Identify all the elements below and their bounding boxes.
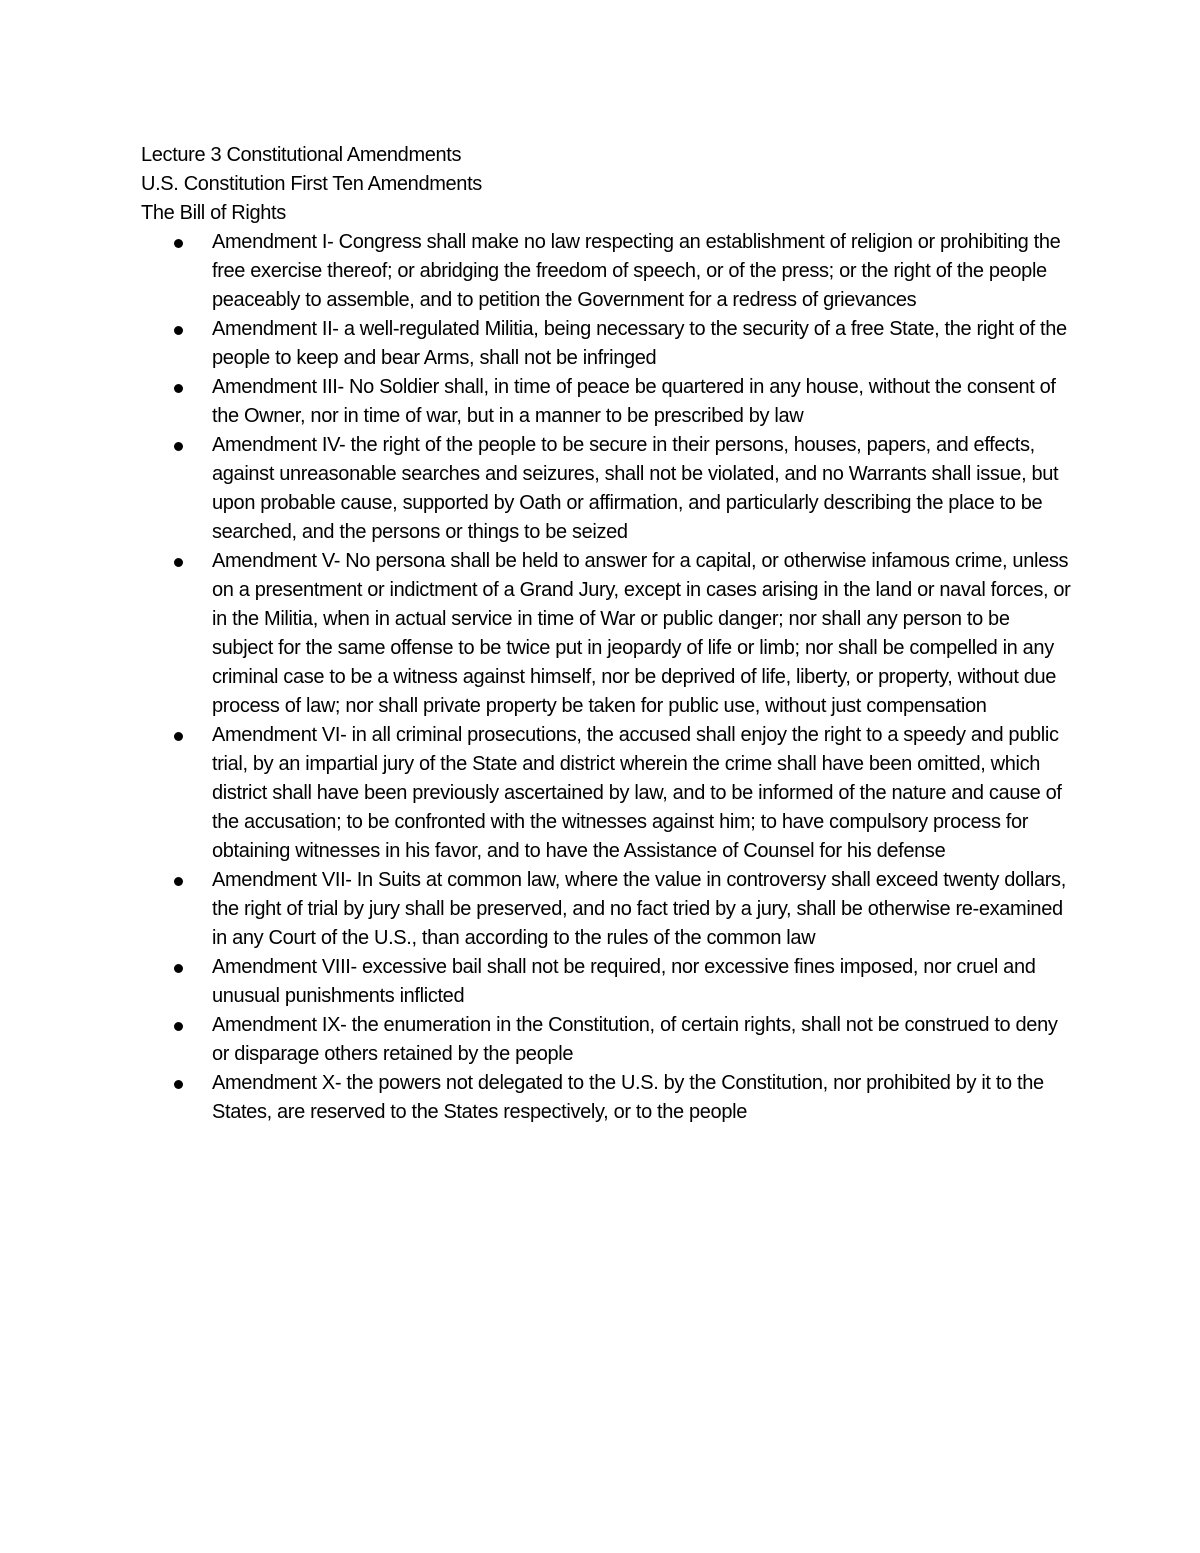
- bullet-icon: [174, 1011, 186, 1040]
- bullet-icon: [174, 228, 186, 257]
- bullet-icon: [174, 547, 186, 576]
- amendment-text: Amendment II- a well-regulated Militia, being necessary to the security of a free State, the right of the people to keep and bear Arms, shall not be infringed: [212, 318, 1067, 369]
- amendment-text: Amendment IX- the enumeration in the Constitution, of certain rights, shall not be construed to deny or disparage others retained by the people: [212, 1014, 1058, 1065]
- bullet-icon: [174, 373, 186, 402]
- document-body: [141, 141, 1071, 1127]
- bullet-icon: [174, 866, 186, 895]
- amendment-text: Amendment III- No Soldier shall, in time of peace be quartered in any house, without the consent of the Owner, nor in time of war, but in a manner to be prescribed by law: [212, 376, 1056, 427]
- document-subtitle: U.S. Constitution First Ten Amendments: [141, 173, 482, 195]
- amendment-item: [141, 866, 1071, 953]
- amendment-item: [141, 721, 1071, 866]
- amendment-text: Amendment I- Congress shall make no law respecting an establishment of religion or prohibiting the free exercise thereof; or abridging the freedom of speech, or of the press; or the right of the people peaceably to assemble, and to petition the Government for a redress of grievances: [212, 231, 1061, 311]
- bullet-icon: [174, 1069, 186, 1098]
- amendment-item: [141, 315, 1071, 373]
- amendment-text: Amendment VIII- excessive bail shall not be required, nor excessive fines imposed, nor cruel and unusual punishments inflicted: [212, 956, 1036, 1007]
- amendment-item: [141, 547, 1071, 721]
- bullet-icon: [174, 431, 186, 460]
- amendment-item: [141, 373, 1071, 431]
- amendment-text: Amendment V- No persona shall be held to answer for a capital, or otherwise infamous crime, unless on a presentment or indictment of a Grand Jury, except in cases arising in the land or naval forces, or in the Militia, when in actual service in time of War or public danger; nor shall any person to be subject for the same offense to be twice put in jeopardy of life or limb; nor shall be compelled in any criminal case to be a witness against himself, nor be deprived of life, liberty, or property, without due process of law; nor shall private property be taken for public use, without just compensation: [212, 550, 1071, 717]
- amendment-item: [141, 1011, 1071, 1069]
- amendment-item: [141, 431, 1071, 547]
- amendment-item: [141, 953, 1071, 1011]
- amendments-list: [141, 228, 1071, 1127]
- amendment-item: [141, 228, 1071, 315]
- amendment-text: Amendment VI- in all criminal prosecutions, the accused shall enjoy the right to a speedy and public trial, by an impartial jury of the State and district wherein the crime shall have been omitted, which district shall have been previously ascertained by law, and to be informed of the nature and cause of the accusation; to be confronted with the witnesses against him; to have compulsory process for obtaining witnesses in his favor, and to have the Assistance of Counsel for his defense: [212, 724, 1062, 862]
- bullet-icon: [174, 953, 186, 982]
- amendment-text: Amendment X- the powers not delegated to the U.S. by the Constitution, nor prohibited by it to the States, are reserved to the States respectively, or to the people: [212, 1072, 1044, 1123]
- bullet-icon: [174, 315, 186, 344]
- document-title: Lecture 3 Constitutional Amendments: [141, 144, 462, 166]
- section-heading: The Bill of Rights: [141, 202, 286, 224]
- bullet-icon: [174, 721, 186, 750]
- amendment-item: [141, 1069, 1071, 1127]
- amendment-text: Amendment VII- In Suits at common law, where the value in controversy shall exceed twenty dollars, the right of trial by jury shall be preserved, and no fact tried by a jury, shall be otherwise re-examined in any Court of the U.S., than according to the rules of the common law: [212, 869, 1066, 949]
- amendment-text: Amendment IV- the right of the people to be secure in their persons, houses, papers, and effects, against unreasonable searches and seizures, shall not be violated, and no Warrants shall issue, but upon probable cause, supported by Oath or affirmation, and particularly describing the place to be searched, and the persons or things to be seized: [212, 434, 1059, 543]
